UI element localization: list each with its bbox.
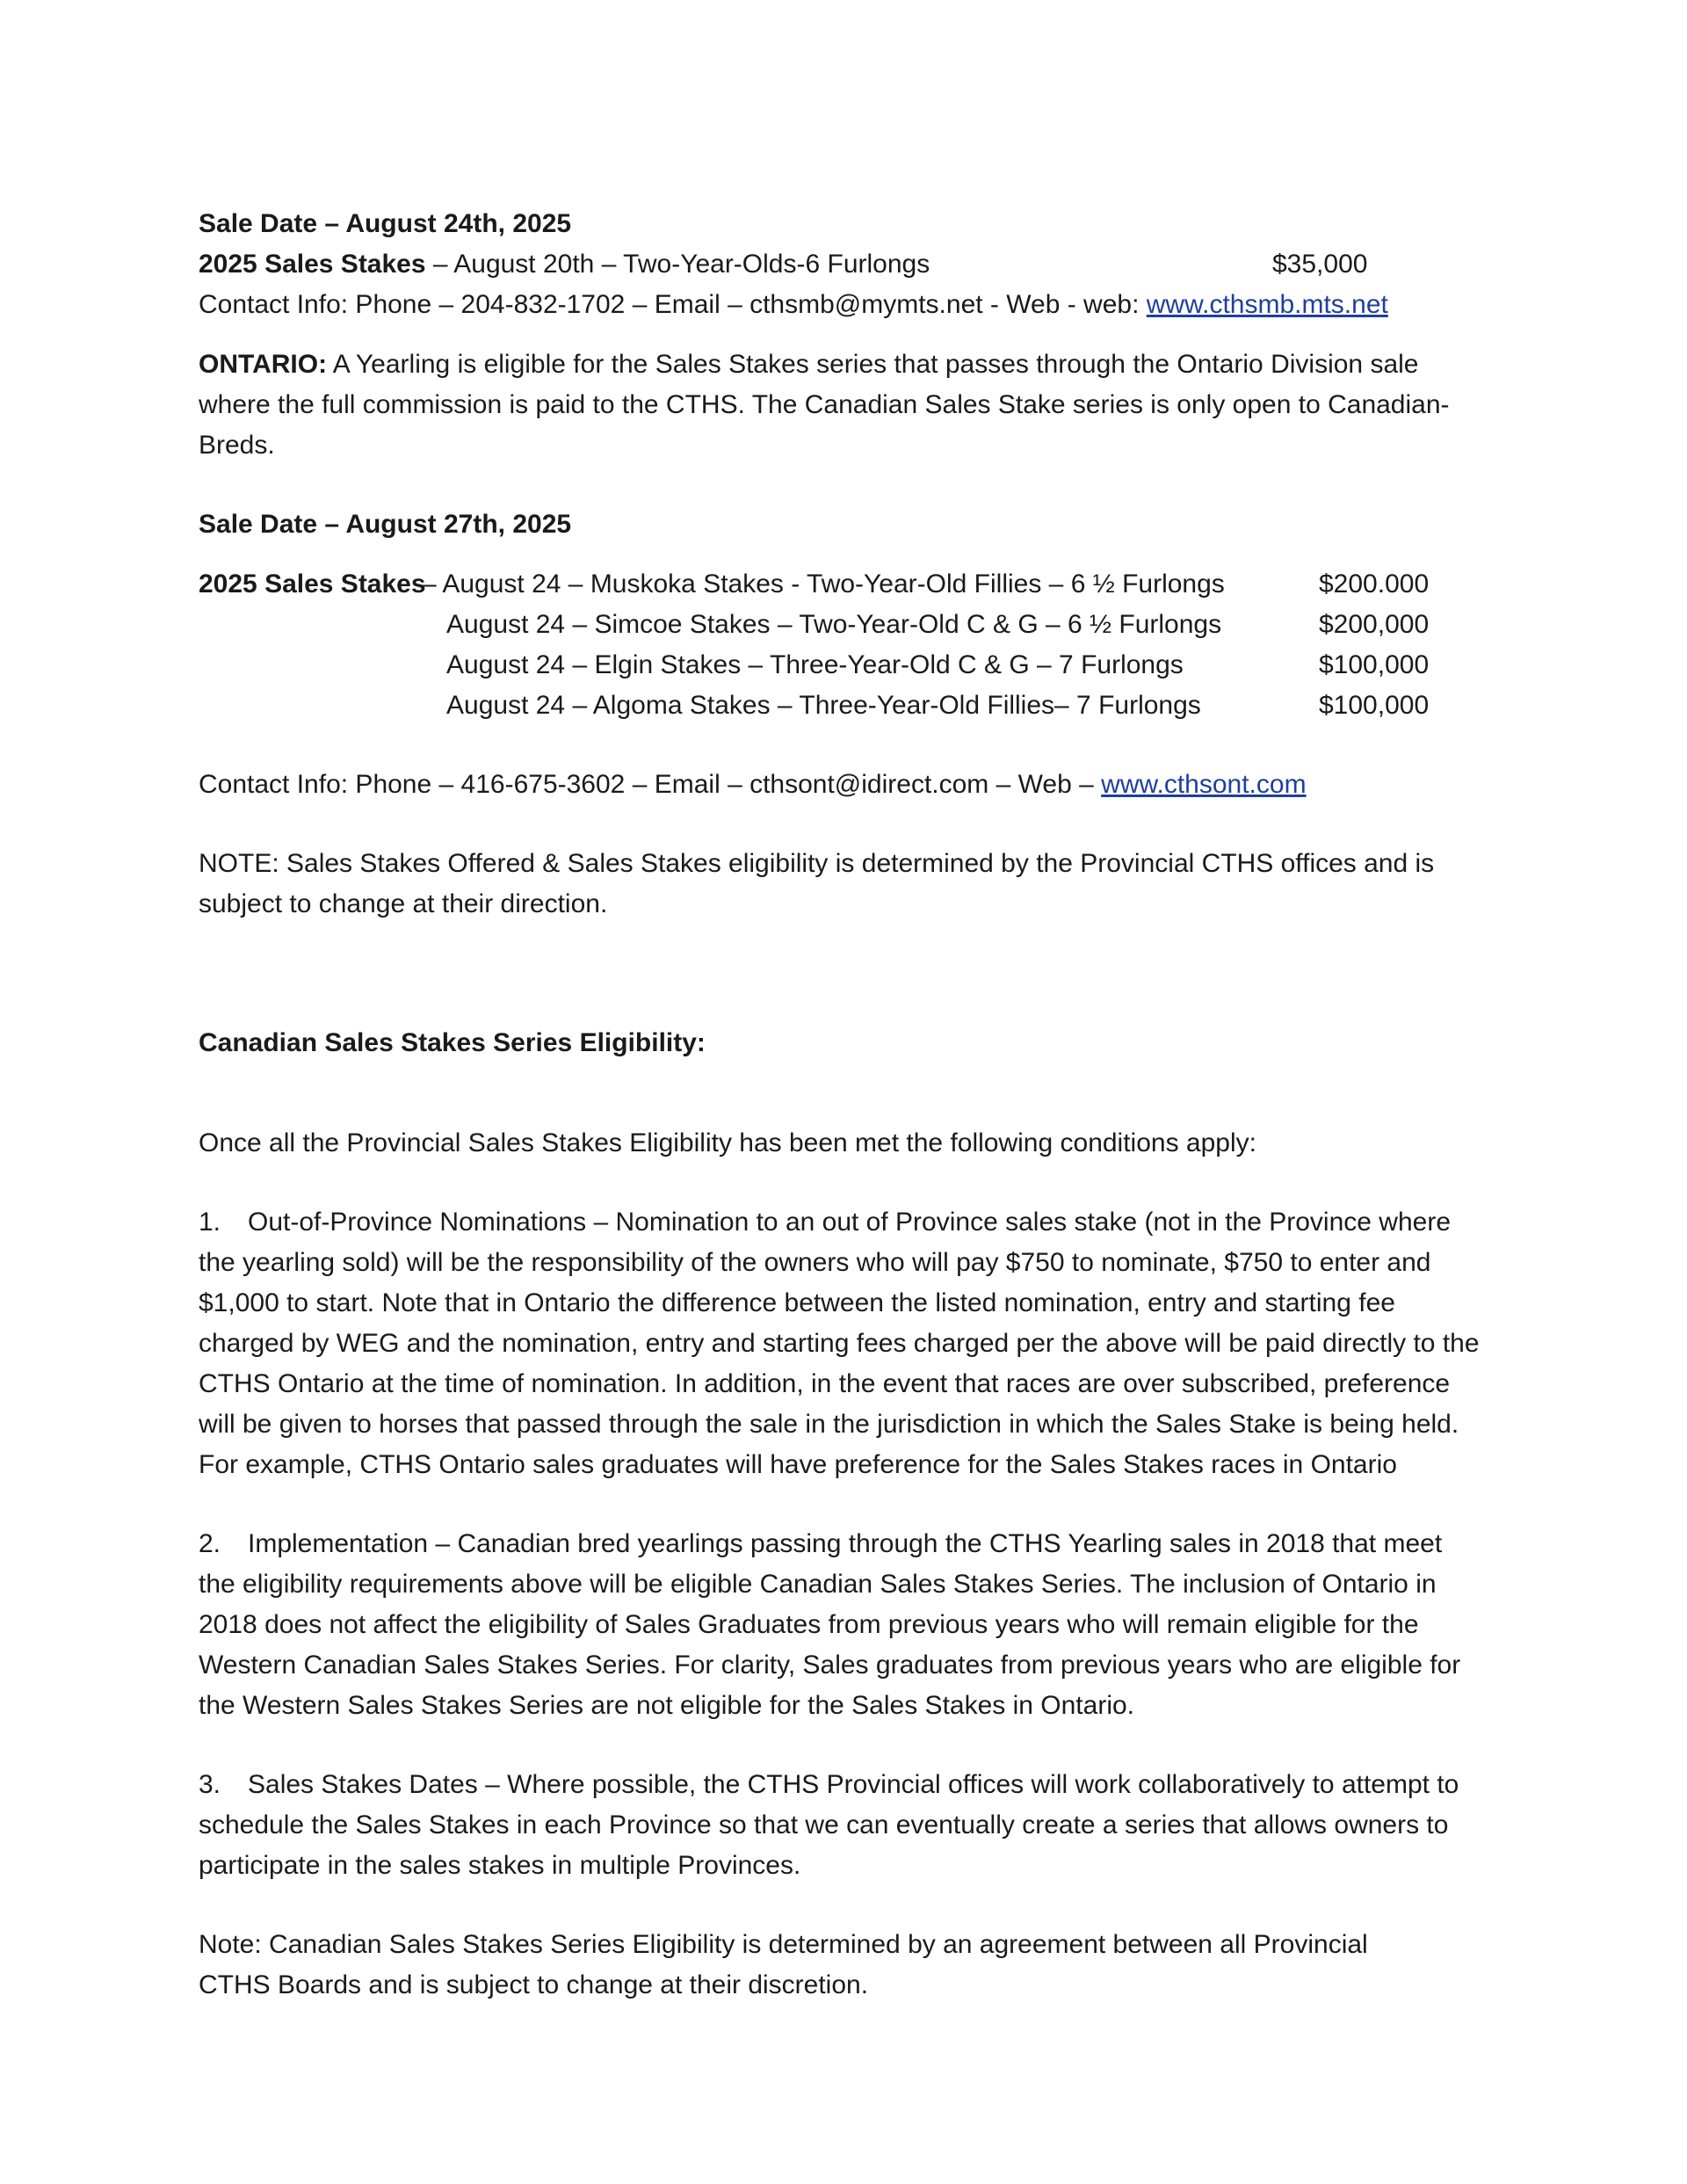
stakes-purse: $200.000 [1319, 570, 1430, 599]
document-page [199, 204, 1499, 2006]
on-stakes-table [199, 564, 1499, 726]
eligibility-note: Note: Canadian Sales Stakes Series Eligibility is determined by an agreement between all Provincial CTHS Boards and is subject to change at their discretion. [199, 1930, 1368, 1999]
stakes-purse: $100,000 [1319, 691, 1430, 720]
on-web-link[interactable]: www.cthsont.com [1101, 770, 1307, 799]
stakes-purse: $200,000 [1319, 610, 1430, 639]
stakes-row [199, 645, 1499, 686]
eligibility-item-3 [199, 1765, 1490, 1886]
mb-stakes-line [199, 244, 1499, 285]
item-text: Implementation – Canadian bred yearlings passing through the CTHS Yearling sales in 2018 that meet the eligibility requirements above will be eligible Canadian Sales Stakes Series. The inclusion of Ontario in 2018 does not affect the eligibility of Sales Graduates from previous years who will remain eligible for the Western Canadian Sales Stakes Series. For clarity, Sales graduates from previous years who are eligible for the Western Sales Stakes Series are not eligible for the Sales Stakes in Ontario. [199, 1529, 1461, 1720]
mb-stakes-label: 2025 Sales Stakes [199, 250, 426, 279]
mb-sale-date: Sale Date – August 24th, 2025 [199, 209, 572, 238]
item-number: 3. [199, 1770, 221, 1799]
mb-stakes-amount: $35,000 [1272, 250, 1368, 279]
eligibility-item-2 [199, 1524, 1481, 1726]
stakes-race: August 24 – Algoma Stakes – Three-Year-Old Fillies– 7 Furlongs [446, 691, 1201, 720]
on-contact-line [199, 765, 1499, 805]
eligibility-heading: Canadian Sales Stakes Series Eligibility: [199, 1028, 706, 1057]
mb-web-link[interactable]: www.cthsmb.mts.net [1146, 290, 1388, 319]
stakes-row [199, 564, 1499, 605]
ontario-label: ONTARIO: [199, 350, 328, 379]
mb-stakes-text: – August 20th – Two-Year-Olds-6 Furlongs [425, 250, 930, 279]
item-text: Out-of-Province Nominations – Nomination to an out of Province sales stake (not in the Province where the yearling sold) will be the responsibility of the owners who will pay $750 to nominate, $750 to enter and $1,000 to start. Note that in Ontario the difference between the listed nomination, entry and starting fee charged by WEG and the nomination, entry and starting fees charged per the above will be paid directly to the CTHS Ontario at the time of nomination. In addition, in the event that races are over subscribed, preference will be given to horses that passed through the sale in the jurisdiction in which the Sales Stake is being held. For example, CTHS Ontario sales graduates will have preference for the Sales Stakes races in Ontario [199, 1208, 1480, 1479]
stakes-purse: $100,000 [1319, 650, 1430, 679]
on-contact-text: Contact Info: Phone – 416-675-3602 – Email – cthsont@idirect.com – Web – [199, 770, 1102, 799]
item-text: Sales Stakes Dates – Where possible, the CTHS Provincial offices will work collaboratively to attempt to schedule the Sales Stakes in each Province so that we can eventually create a series that allows owners to participate in the sales stakes in multiple Provinces. [199, 1770, 1459, 1880]
item-number: 2. [199, 1529, 221, 1558]
stakes-row [199, 605, 1499, 645]
ontario-intro [199, 345, 1490, 466]
on-note: NOTE: Sales Stakes Offered & Sales Stakes eligibility is determined by the Provincial CTHS offices and is subject to change at their direction. [199, 849, 1435, 918]
mb-contact-line [199, 285, 1499, 325]
stakes-race: August 24 – Simcoe Stakes – Two-Year-Old C & G – 6 ½ Furlongs [446, 610, 1222, 639]
on-sale-date: Sale Date – August 27th, 2025 [199, 510, 572, 539]
stakes-race: – August 24 – Muskoka Stakes - Two-Year-Old Fillies – 6 ½ Furlongs [422, 570, 1225, 599]
eligibility-intro: Once all the Provincial Sales Stakes Eligibility has been met the following conditions apply: [199, 1128, 1256, 1157]
item-number: 1. [199, 1208, 221, 1237]
eligibility-item-1 [199, 1202, 1490, 1485]
stakes-row [199, 686, 1499, 726]
stakes-race: August 24 – Elgin Stakes – Three-Year-Old C & G – 7 Furlongs [446, 650, 1184, 679]
on-stakes-label: 2025 Sales Stakes [199, 570, 426, 599]
ontario-intro-text: A Yearling is eligible for the Sales Stakes series that passes through the Ontario Division sale where the full commission is paid to the CTHS. The Canadian Sales Stake series is only open to Canadian-Breds. [199, 350, 1450, 460]
mb-contact-text: Contact Info: Phone – 204-832-1702 – Email – cthsmb@mymts.net - Web - web: [199, 290, 1147, 319]
